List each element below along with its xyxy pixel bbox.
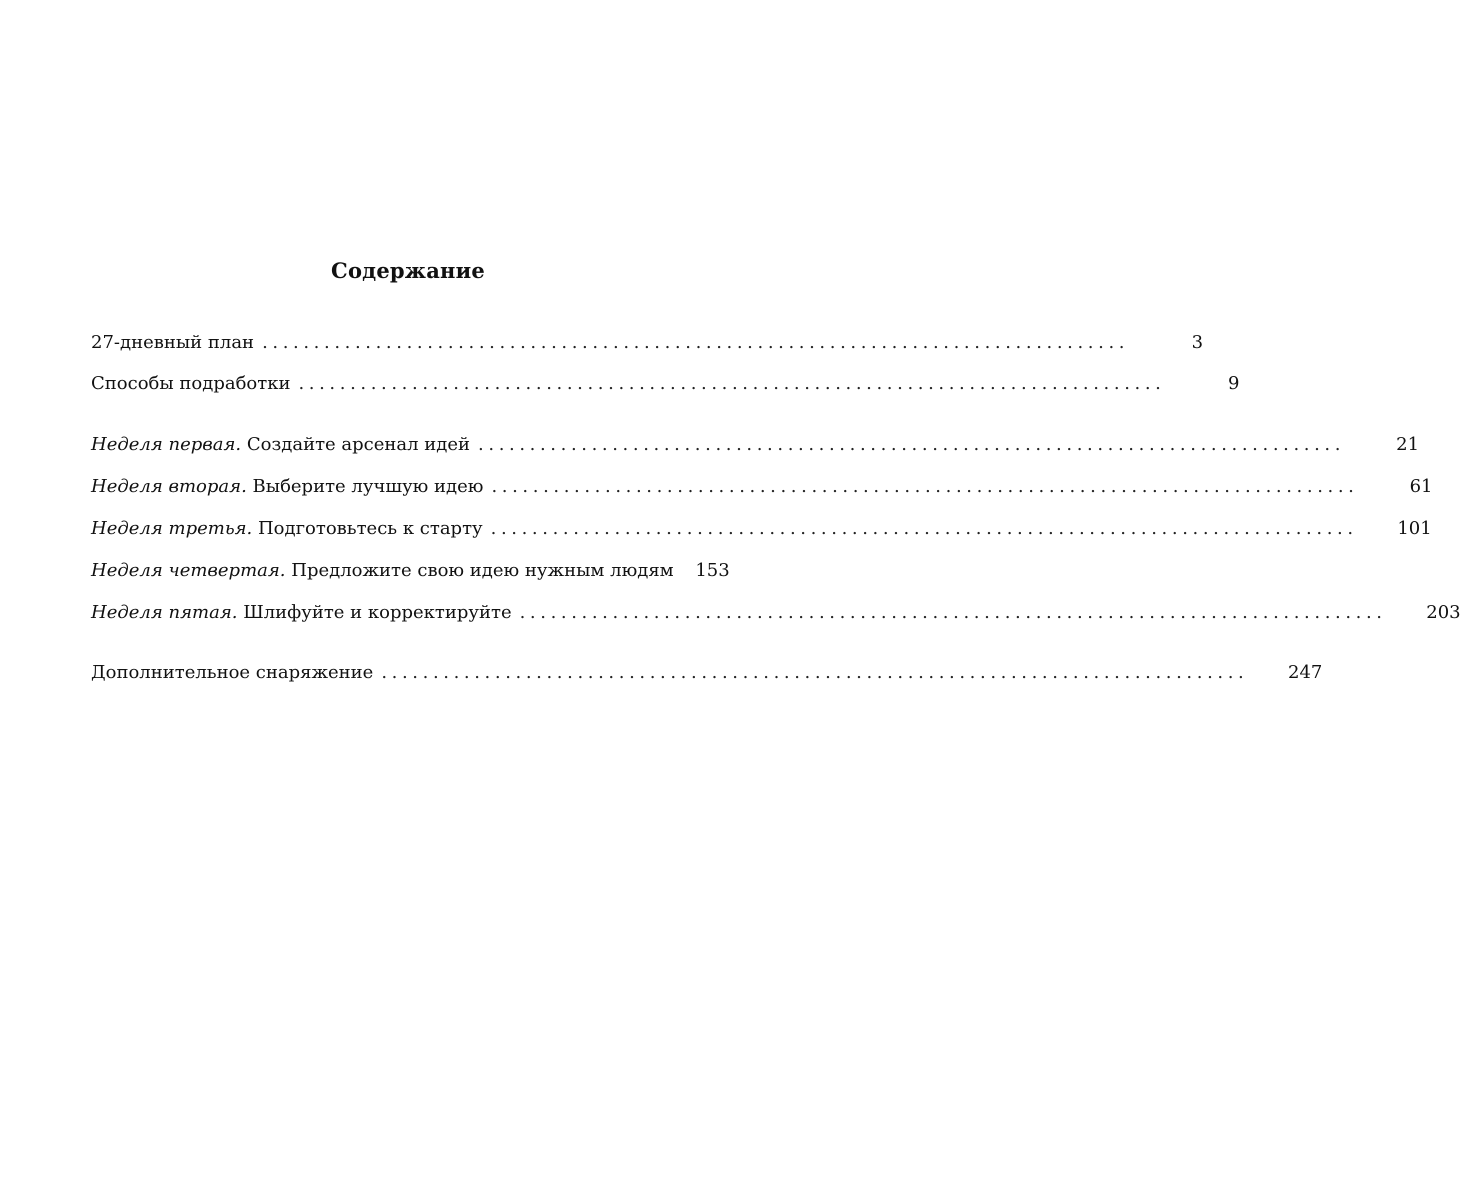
toc-leader-dots: .................................................................................... [519,602,1387,623]
toc-entry-title: Дополнительное снаряжение [91,662,374,683]
toc-page-number: 247 [1288,662,1323,683]
toc-entry-text [91,600,512,626]
toc-entry-title: Способы подработки [91,373,291,394]
toc-page-number: 101 [1397,518,1432,539]
toc-page-number: 61 [1409,476,1433,497]
toc-leader-dots: .................................................................................... [381,662,1249,683]
toc-entry-text [91,330,254,356]
toc-entry-title: Подготовьтесь к старту [252,518,483,539]
toc-page-number: 203 [1426,602,1461,623]
toc-entry-title: Выберите лучшую идею [246,476,484,497]
toc-page-number: 153 [695,560,730,581]
toc-entry-title: Предложите свою идею нужным людям [285,560,674,581]
toc-leader-dots: .................................................................................... [298,373,1166,394]
toc-entry-text [91,516,483,542]
toc-entry-lead: Неделя вторая. [91,476,247,497]
toc-leader-dots: .................................................................................... [490,518,1358,539]
toc-entry-lead: Неделя первая. [91,434,242,455]
toc-leader-dots: .................................................................................... [262,332,1130,353]
toc-entry [91,558,730,584]
toc-entry-text [91,371,290,397]
toc-entry-text [91,558,674,584]
toc-entry-text [91,660,373,686]
toc-entry-lead: Неделя пятая. [91,602,238,623]
toc-page-number: 9 [1228,373,1240,394]
toc-entry [91,330,1204,356]
toc-leader-dots: .................................................................................... [491,476,1359,497]
toc-entry-text [91,474,483,500]
toc-page-number: 21 [1396,434,1420,455]
toc-entry [91,432,1420,458]
toc-entry-lead: Неделя третья. [91,518,253,539]
toc-entry [91,371,1240,397]
toc-entry-lead: Неделя четвертая. [91,560,286,581]
toc-title: Содержание [331,258,485,283]
toc-entry-title: Шлифуйте и корректируйте [237,602,512,623]
toc-entry-text [91,432,470,458]
toc-entry-title: Создайте арсенал идей [241,434,471,455]
toc-page-number: 3 [1191,332,1204,353]
toc-entry [91,600,1461,626]
toc-entry-title: 27-дневный план [91,332,255,353]
toc-entry [91,660,1323,686]
toc-entry [91,516,1432,542]
toc-entry [91,474,1433,500]
toc-leader-dots: .................................................................................... [478,434,1346,455]
